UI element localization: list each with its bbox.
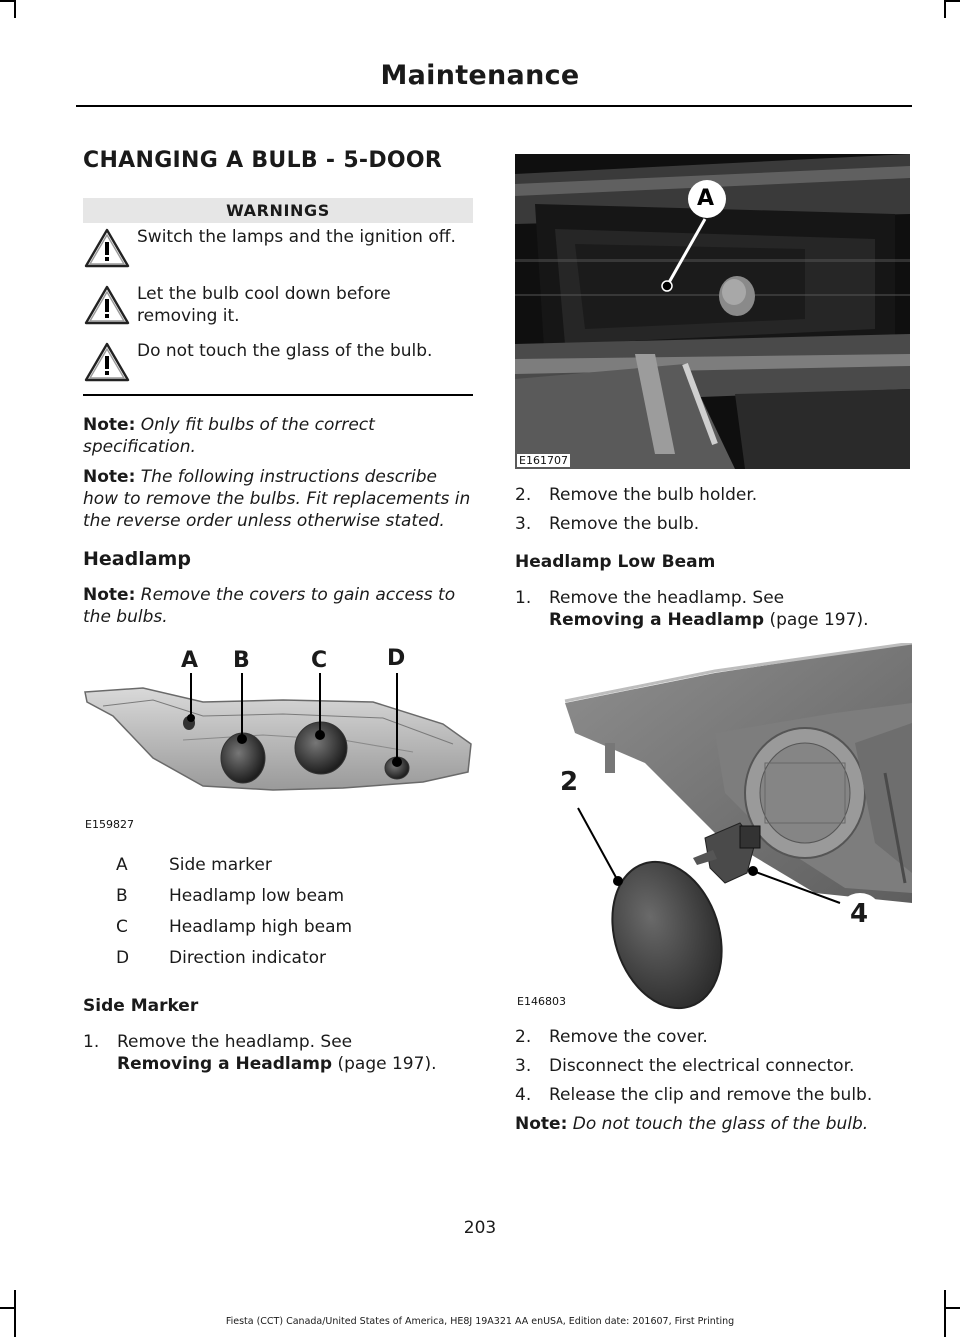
- warning-triangle-icon: [83, 283, 131, 327]
- callout-label: 4: [850, 899, 869, 929]
- callout-label: C: [311, 648, 328, 673]
- crop-mark: [14, 0, 16, 18]
- subheading-side-marker: Side Marker: [83, 996, 199, 1016]
- crop-mark: [944, 1290, 946, 1337]
- legend-key: D: [116, 948, 130, 968]
- callout-label: A: [697, 186, 715, 211]
- page-heading: CHANGING A BULB - 5-DOOR: [83, 148, 443, 173]
- legend-value: Headlamp high beam: [169, 917, 353, 937]
- warnings-divider: [83, 394, 473, 396]
- headlamp-illustration: [83, 640, 475, 835]
- figure-bulb-holder-photo: [515, 154, 910, 469]
- crop-mark: [946, 1307, 960, 1309]
- note: Note: Remove the covers to gain access to the bulbs.: [83, 585, 456, 627]
- legend-key: A: [116, 855, 128, 875]
- section-title: Maintenance: [380, 60, 580, 91]
- note: Note: Only fit bulbs of the correct specification.: [83, 415, 375, 457]
- figure-code: E161707: [519, 454, 568, 467]
- legend-value: Headlamp low beam: [169, 886, 345, 906]
- callout-label: A: [181, 648, 199, 673]
- callout-label: B: [233, 648, 250, 673]
- low-beam-illustration: [515, 643, 912, 1013]
- subheading-headlamp: Headlamp: [83, 548, 191, 570]
- subheading-low-beam: Headlamp Low Beam: [515, 552, 716, 572]
- warning-item: [83, 340, 475, 384]
- warning-item: [83, 283, 475, 333]
- warning-text: Switch the lamps and the ignition off.: [137, 227, 456, 247]
- legend-value: Side marker: [169, 855, 272, 875]
- crop-mark: [946, 0, 960, 2]
- figure-code: E146803: [517, 995, 566, 1008]
- legend-key: B: [116, 886, 128, 906]
- callout-label: D: [387, 646, 406, 671]
- figure-headlamp-assembly: [83, 640, 475, 835]
- warning-text: Let the bulb cool down before removing it.: [137, 284, 391, 326]
- warning-text: Do not touch the glass of the bulb.: [137, 341, 433, 361]
- warning-item: [83, 226, 475, 276]
- legend-key: C: [116, 917, 128, 937]
- crop-mark: [0, 1307, 14, 1309]
- note: Note: Do not touch the glass of the bulb.: [515, 1114, 869, 1134]
- header-divider: [76, 105, 912, 107]
- note: Note: The following instructions describe how to remove the bulbs. Fit replacements in the reverse order unless otherwise stated.: [83, 467, 471, 531]
- cross-reference-link[interactable]: Removing a Headlamp: [117, 1054, 333, 1074]
- warning-triangle-icon: [83, 340, 131, 384]
- warning-triangle-icon: [83, 226, 131, 270]
- cross-reference-link[interactable]: Removing a Headlamp: [549, 610, 765, 630]
- page-number: 203: [463, 1218, 497, 1238]
- legend-value: Direction indicator: [169, 948, 327, 968]
- crop-mark: [0, 0, 14, 2]
- callout-label: 2: [560, 767, 579, 797]
- crop-mark: [944, 0, 946, 18]
- footer-text: Fiesta (CCT) Canada/United States of America, HE8J 19A321 AA enUSA, Edition date: 201607, First Printing: [225, 1316, 735, 1327]
- warnings-heading: WARNINGS: [83, 198, 473, 223]
- figure-low-beam-bulb: [515, 643, 912, 1013]
- crop-mark: [14, 1290, 16, 1337]
- figure-code: E159827: [85, 818, 134, 831]
